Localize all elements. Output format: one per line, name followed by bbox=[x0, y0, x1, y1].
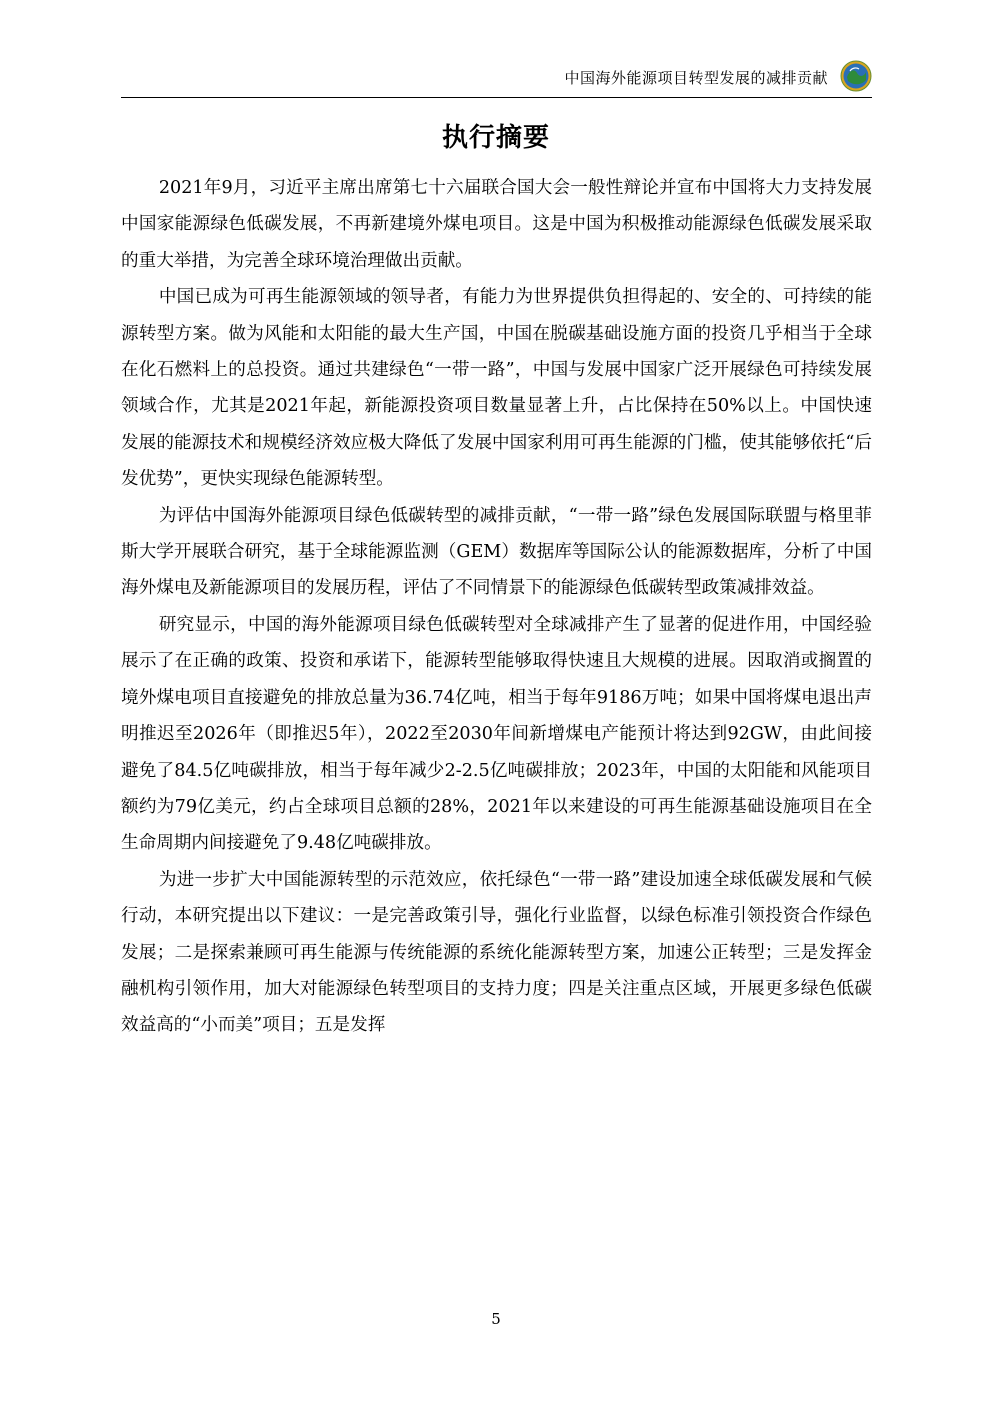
running-header-title: 中国海外能源项目转型发展的减排贡献 bbox=[564, 69, 828, 87]
bri-coalition-logo-icon bbox=[840, 60, 872, 92]
page-number: 5 bbox=[491, 1310, 501, 1328]
body-text bbox=[121, 170, 872, 1044]
paragraph: 为进一步扩大中国能源转型的示范效应，依托绿色“一带一路”建设加速全球低碳发展和气候行动，本研究提出以下建议：一是完善政策引导，强化行业监督，以绿色标准引领投资合作绿色发展；二是探索兼顾可再生能源与传统能源的系统化能源转型方案，加速公正转型；三是发挥金融机构引领作用，加大对能源绿色转型项目的支持力度；四是关注重点区域，开展更多绿色低碳效益高的“小而美”项目；五是发挥 bbox=[121, 869, 872, 1036]
header-rule bbox=[121, 97, 872, 98]
paragraph: 中国已成为可再生能源领域的领导者，有能力为世界提供负担得起的、安全的、可持续的能源转型方案。做为风能和太阳能的最大生产国，中国在脱碳基础设施方面的投资几乎相当于全球在化石燃料上的总投资。通过共建绿色“一带一路”，中国与发展中国家广泛开展绿色可持续发展领域合作，尤其是2021年起，新能源投资项目数量显著上升，占比保持在50%以上。中国快速发展的能源技术和规模经济效应极大降低了发展中国家利用可再生能源的门槛，使其能够依托“后发优势”，更快实现绿色能源转型。 bbox=[121, 287, 872, 490]
paragraph: 为评估中国海外能源项目绿色低碳转型的减排贡献，“一带一路”绿色发展国际联盟与格里菲斯大学开展联合研究，基于全球能源监测（GEM）数据库等国际公认的能源数据库，分析了中国海外煤电及新能源项目的发展历程，评估了不同情景下的能源绿色低碳转型政策减排效益。 bbox=[121, 505, 872, 599]
paragraph: 2021年9月，习近平主席出席第七十六届联合国大会一般性辩论并宣布中国将大力支持发展中国家能源绿色低碳发展，不再新建境外煤电项目。这是中国为积极推动能源绿色低碳发展采取的重大举措，为完善全球环境治理做出贡献。 bbox=[121, 178, 872, 271]
page-title: 执行摘要 bbox=[441, 123, 550, 153]
page-header bbox=[121, 60, 872, 100]
paragraph: 研究显示，中国的海外能源项目绿色低碳转型对全球减排产生了显著的促进作用，中国经验展示了在正确的政策、投资和承诺下，能源转型能够取得快速且大规模的进展。因取消或搁置的境外煤电项目直接避免的排放总量为36.74亿吨，相当于每年9186万吨；如果中国将煤电退出声明推迟至2026年（即推迟5年），2022至2030年间新增煤电产能预计将达到92GW，由此间接避免了84.5亿吨碳排放，相当于每年减少2-2.5亿吨碳排放；2023年，中国的太阳能和风能项目额约为79亿美元，约占全球项目总额的28%，2021年以来建设的可再生能源基础设施项目在全生命周期内间接避免了9.48亿吨碳排放。 bbox=[121, 614, 872, 854]
